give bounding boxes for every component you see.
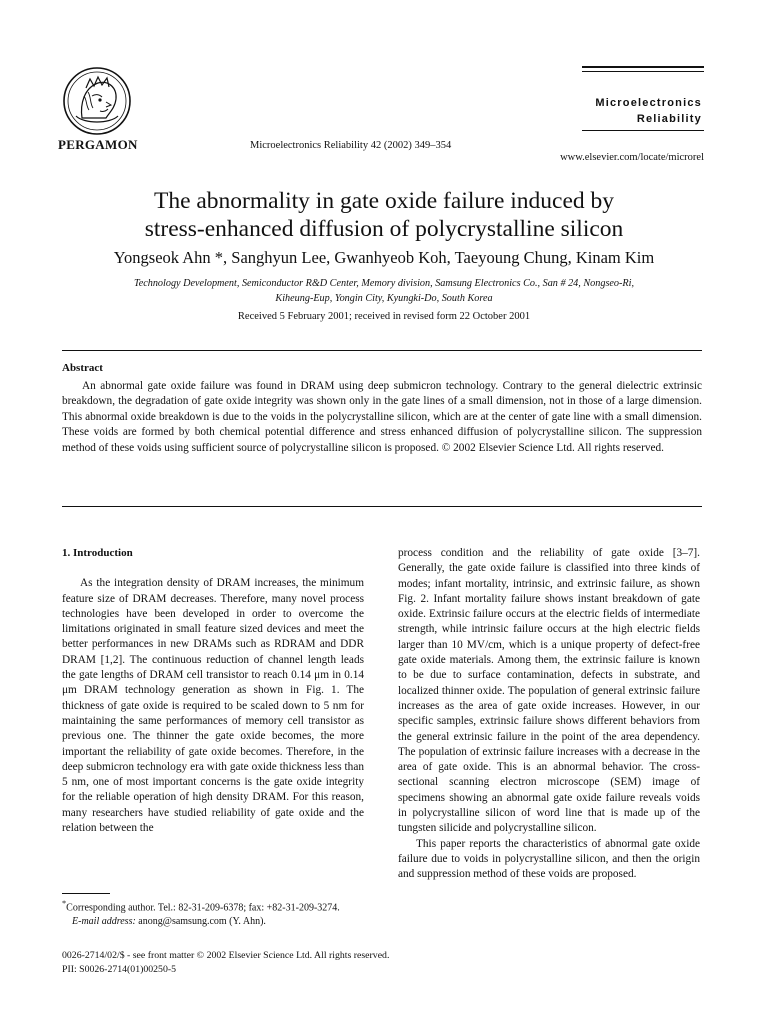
- corresponding-author-text: Corresponding author. Tel.: 82-31-209-6378; fax: +82-31-209-3274.: [66, 902, 340, 914]
- journal-name-line2: Reliability: [636, 113, 702, 125]
- abstract-heading: Abstract: [62, 362, 103, 374]
- journal-rule: [582, 66, 704, 68]
- title-line2: stress-enhanced diffusion of polycrystalline silicon: [144, 216, 624, 242]
- section-heading: 1. Introduction: [62, 547, 133, 559]
- copyright-footer: [62, 949, 389, 977]
- article-title: [40, 187, 728, 243]
- copyright-line: 0026-2714/02/$ - see front matter © 2002 Elsevier Science Ltd. All rights reserved.: [62, 950, 390, 961]
- affiliation-line1: Technology Development, Semiconductor R&D Center, Memory division, Samsung Electronics Co., San # 24, Nongseo-Ri,: [133, 278, 635, 289]
- received-dates: Received 5 February 2001; received in revised form 22 October 2001: [237, 311, 531, 322]
- journal-url[interactable]: www.elsevier.com/locate/microrel: [560, 152, 704, 163]
- publisher-logo: [62, 66, 132, 136]
- intro-paragraph-right-2: This paper reports the characteristics of abnormal gate oxide failure due to voids in polycrystalline silicon, and then the origin and suppression method of these voids are proposed.: [398, 837, 700, 881]
- affiliation: [80, 277, 688, 306]
- journal-citation: Microelectronics Reliability 42 (2002) 349–354: [250, 140, 452, 151]
- pii-line: PII: S0026-2714(01)00250-5: [62, 964, 177, 975]
- email-line: [62, 915, 364, 929]
- email-label: E-mail address:: [72, 916, 136, 928]
- footnote: [62, 897, 364, 929]
- author-list: Yongseok Ahn *, Sanghyun Lee, Gwanhyeob Koh, Taeyoung Chung, Kinam Kim: [113, 248, 655, 267]
- right-column: [398, 546, 700, 883]
- footnote-rule: [62, 893, 110, 894]
- intro-paragraph-right-1: process condition and the reliability of gate oxide [3–7]. Generally, the gate oxide failure is classified into three kinds of modes; infant mortality, intrinsic, and extrinsic failure, as shown Fig. 2. Infant mortality failure shows instant breakdown of gate oxide. Extrinsic failure occurs at the electric fields of intermediate strength, while intrinsic failure occurs at the high electric fields larger than 10 MV/cm, which is a unique property of defect-free gate oxide materials. Among them, the extrinsic failure is known to be due to surface contamination, defects in substrate, and localized thinner oxide. The population of general extrinsic failure increases as the area of gate oxide increases. However, in our specific samples, extrinsic failure shows different behaviors from the general extrinsic failure in the point of the area dependency. The population of extrinsic failure increases with a decrease in the area of gate oxide. This is an abnormal behavior. The cross-sectional scanning electron microscope (SEM) image of specimens showing an abnormal gate oxide failure reveals voids in polycrystalline silicon of word line that is made up of the tungsten silicide and polycrystalline silicon.: [398, 547, 700, 835]
- footnote-marker: *: [62, 899, 67, 908]
- journal-name: [520, 95, 702, 127]
- publisher-name: PERGAMON: [58, 137, 138, 152]
- abstract-text: An abnormal gate oxide failure was found in DRAM using deep submicron technology. Contrary to the general dielectric extrinsic breakdown, the degradation of gate oxide integrity was shown only in the gate lines of a small dimension, not in those of a large dimension. This abnormal oxide breakdown is due to the voids in the polycrystalline silicon, which are at the center of gate line with a small dimension. These voids are formed by both chemical potential difference and stress enhanced diffusion of polycrystalline silicon. The suppression method of these voids using sufficient source of polycrystalline silicon is proposed. © 2002 Elsevier Science Ltd. All rights reserved.: [62, 380, 702, 454]
- journal-rule: [582, 130, 704, 131]
- email-address[interactable]: anong@samsung.com (Y. Ahn).: [138, 916, 266, 928]
- journal-rule: [582, 71, 704, 72]
- intro-paragraph-left: As the integration density of DRAM increases, the minimum feature size of DRAM decreases. Therefore, many novel process technologies have been developed in order to overcome the limitations originated in small feature sized devices and meet the better performances in new DRAMs such as RDRAM and DDR DRAM [1,2]. The continuous reduction of channel length leads the gate lengths of DRAM cell transistor to reach 0.14 μm in 0.14 μm DRAM technology generation as shown in Fig. 1. The thickness of gate oxide is required to be scaled down to 5 nm for maintaining the same performances of memory cell transistor as previous one. The thinner the gate oxide becomes, the more important the reliability of gate oxide becomes. Therefore, in the deep submicron technology era with gate oxide thickness less than 5 nm, one of most important concerns is the gate oxide integrity for the reliable operation of high density DRAM. For this reason, many researchers have studied reliability of gate oxide and the relation between the: [62, 577, 364, 835]
- journal-name-line1: Microelectronics: [595, 97, 702, 109]
- title-line1: The abnormality in gate oxide failure induced by: [153, 188, 615, 214]
- affiliation-line2: Kiheung-Eup, Yongin City, Kyungki-Do, South Korea: [275, 292, 493, 304]
- abstract-top-rule: [62, 350, 702, 351]
- abstract-bottom-rule: [62, 506, 702, 507]
- left-column: [62, 546, 364, 836]
- corresponding-author-note: [62, 897, 364, 915]
